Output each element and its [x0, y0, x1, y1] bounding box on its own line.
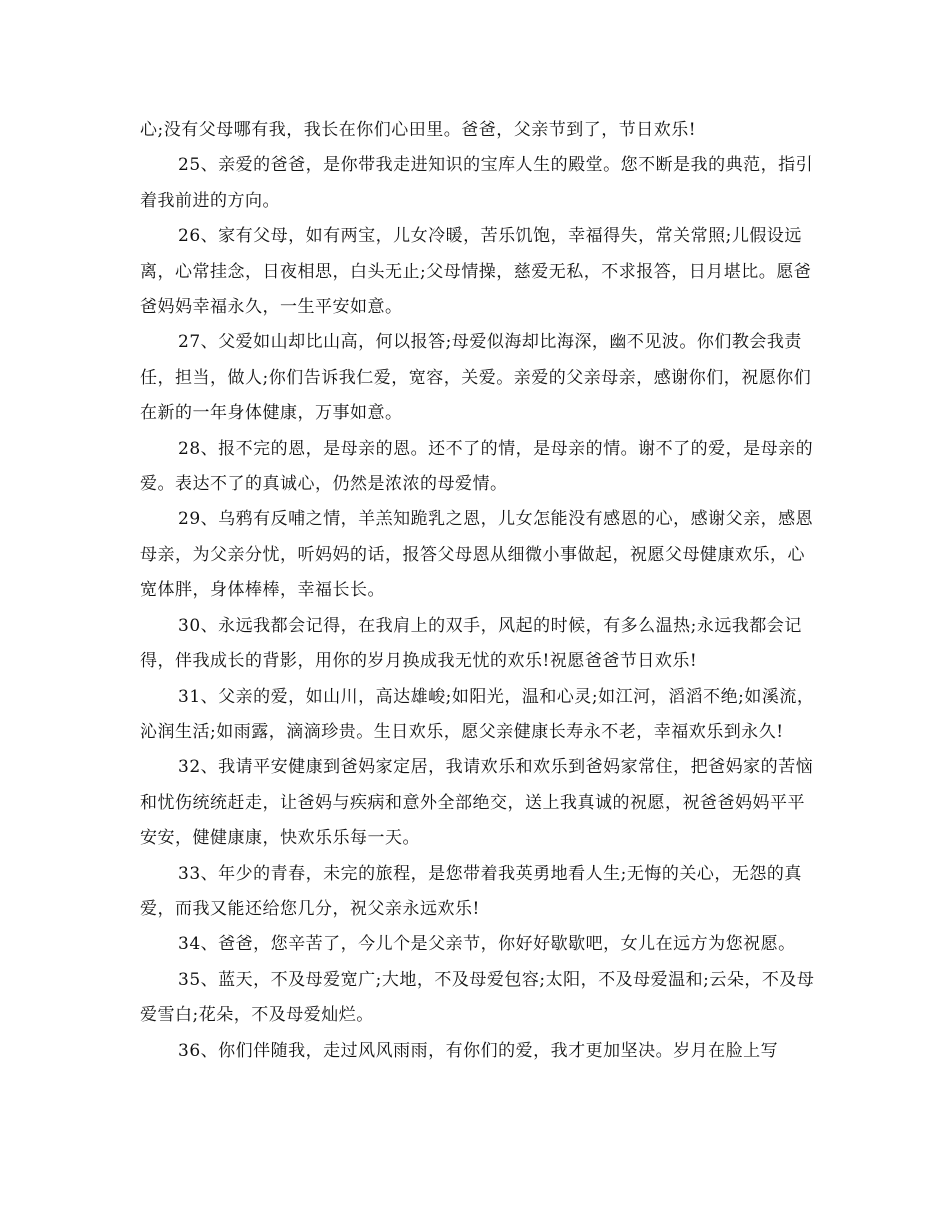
paragraph: 32、我请平安健康到爸妈家定居，我请欢乐和欢乐到爸妈家常住，把爸妈家的苦恼和忧伤统统赶走，让爸妈与疾病和意外全部绝交，送上我真诚的祝愿，祝爸爸妈妈平平安安，健健康康，快欢乐乐每一天。: [140, 757, 814, 849]
paragraph: 31、父亲的爱，如山川，高达雄峻;如阳光，温和心灵;如江河，滔滔不绝;如溪流，沁润生活;如雨露，滴滴珍贵。生日欢乐，愿父亲健康长寿永不老，幸福欢乐到永久!: [140, 686, 815, 742]
paragraph: 25、亲爱的爸爸，是你带我走进知识的宝库人生的殿堂。您不断是我的典范，指引着我前进的方向。: [140, 155, 814, 211]
paragraph: 36、你们伴随我，走过风风雨雨，有你们的爱，我才更加坚决。岁月在脸上写: [178, 1040, 779, 1061]
paragraph: 30、永远我都会记得，在我肩上的双手，风起的时候，有多么温热;永远我都会记得，伴我成长的背影，用你的岁月换成我无忧的欢乐!祝愿爸爸节日欢乐!: [140, 615, 802, 672]
paragraph: 33、年少的青春，未完的旅程，是您带着我英勇地看人生;无悔的关心，无怨的真爱，而我又能还给您几分，祝父亲永远欢乐!: [140, 863, 802, 919]
paragraph: 27、父爱如山却比山高，何以报答;母爱似海却比海深，幽不见波。你们教会我责任，担当，做人;你们告诉我仁爱，宽容，关爱。亲爱的父亲母亲，感谢你们，祝愿你们在新的一年身体健康，万事如意。: [140, 332, 812, 424]
paragraph: 28、报不完的恩，是母亲的恩。还不了的情，是母亲的情。谢不了的爱，是母亲的爱。表达不了的真诚心，仍然是浓浓的母爱情。: [140, 438, 814, 495]
document-body: [140, 113, 820, 1069]
paragraph: 29、乌鸦有反哺之情，羊羔知跪乳之恩，儿女怎能没有感恩的心，感谢父亲，感恩母亲，为父亲分忧，听妈妈的话，报答父母恩从细微小事做起，祝愿父母健康欢乐，心宽体胖，身体棒棒，幸福长长。: [140, 509, 814, 601]
paragraph: 34、爸爸，您辛苦了，今儿个是父亲节，你好好歇歇吧，女儿在远方为您祝愿。: [178, 934, 796, 955]
paragraph: 35、蓝天，不及母爱宽广;大地，不及母爱包容;太阳，不及母爱温和;云朵，不及母爱雪白;花朵，不及母爱灿烂。: [140, 969, 815, 1026]
paragraph: 26、家有父母，如有两宝，儿女冷暖，苦乐饥饱，幸福得失，常关常照;儿假设远离，心常挂念，日夜相思，白头无止;父母情操，慈爱无私，不求报答，日月堪比。愿爸爸妈妈幸福永久，一生平安如意。: [140, 226, 812, 318]
paragraph: 心;没有父母哪有我，我长在你们心田里。爸爸，父亲节到了，节日欢乐!: [140, 120, 697, 140]
